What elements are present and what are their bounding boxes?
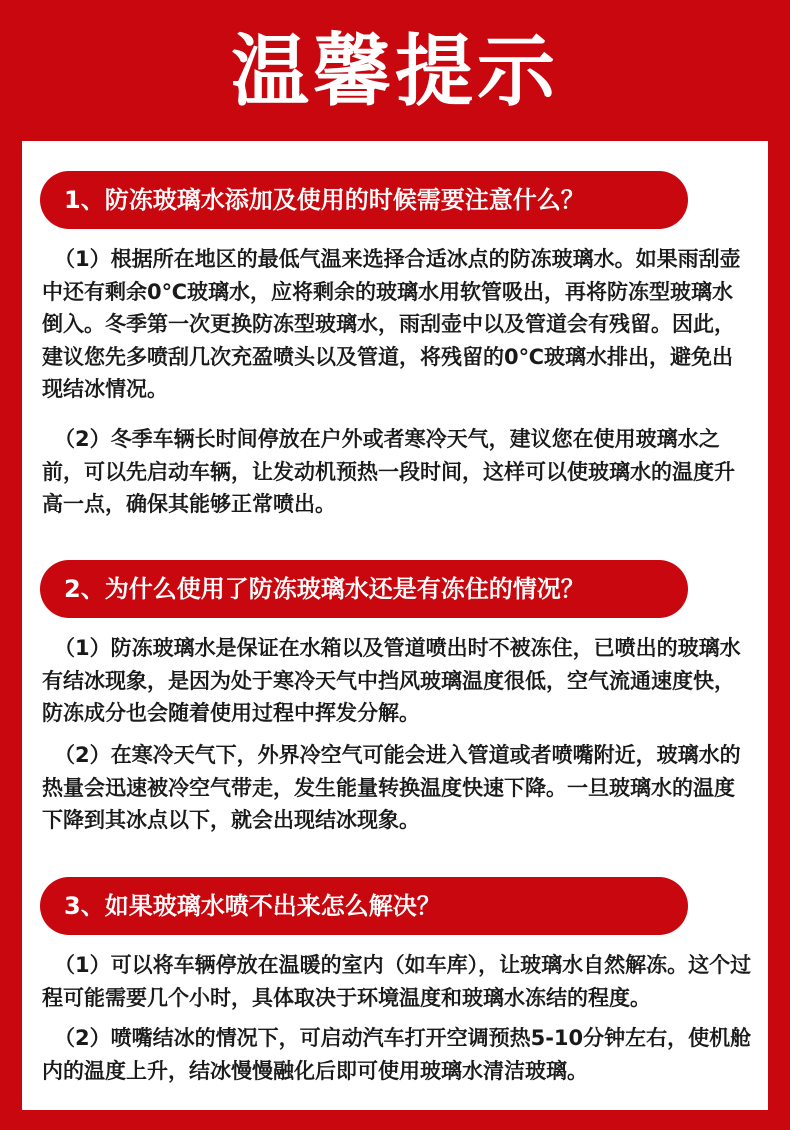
section-1-heading: 1、防冻玻璃水添加及使用的时候需要注意什么？ bbox=[40, 171, 688, 229]
section-1-paragraph-1: （1）根据所在地区的最低气温来选择合适冰点的防冻玻璃水。如果雨刮壶中还有剩余0℃玻璃水，应将剩余的玻璃水用软管吸出，再将防冻型玻璃水倒入。冬季第一次更换防冻型玻璃水，雨刮壶中以及管道会有残留。因此，建议您先多喷刮几次充盈喷头以及管道，将残留的0℃玻璃水排出，避免出现结冰情况。 bbox=[42, 247, 741, 401]
section-3-heading: 3、如果玻璃水喷不出来怎么解决？ bbox=[40, 877, 688, 935]
section-2-heading: 2、为什么使用了防冻玻璃水还是有冻住的情况？ bbox=[40, 560, 688, 618]
content-panel bbox=[22, 141, 768, 1110]
section-3-paragraph-1: （1）可以将车辆停放在温暖的室内（如车库），让玻璃水自然解冻。这个过程可能需要几个小时，具体取决于环境温度和玻璃水冻结的程度。 bbox=[42, 953, 752, 1010]
section-3-paragraph-2: （2）喷嘴结冰的情况下，可启动汽车打开空调预热5-10分钟左右，使机舱内的温度上升，结冰慢慢融化后即可使用玻璃水清洁玻璃。 bbox=[42, 1026, 752, 1083]
section-1-paragraph-2: （2）冬季车辆长时间停放在户外或者寒冷天气，建议您在使用玻璃水之前，可以先启动车辆，让发动机预热一段时间，这样可以使玻璃水的温度升高一点，确保其能够正常喷出。 bbox=[42, 427, 735, 516]
section-2-paragraph-2: （2）在寒冷天气下，外界冷空气可能会进入管道或者喷嘴附近，玻璃水的热量会迅速被冷空气带走，发生能量转换温度快速下降。一旦玻璃水的温度下降到其冰点以下，就会出现结冰现象。 bbox=[42, 743, 741, 832]
section-2-paragraph-1: （1）防冻玻璃水是保证在水箱以及管道喷出时不被冻住，已喷出的玻璃水有结冰现象，是因为处于寒冷天气中挡风玻璃温度很低，空气流通速度快，防冻成分也会随着使用过程中挥发分解。 bbox=[42, 636, 741, 725]
page-title: 温馨提示 bbox=[230, 27, 559, 117]
